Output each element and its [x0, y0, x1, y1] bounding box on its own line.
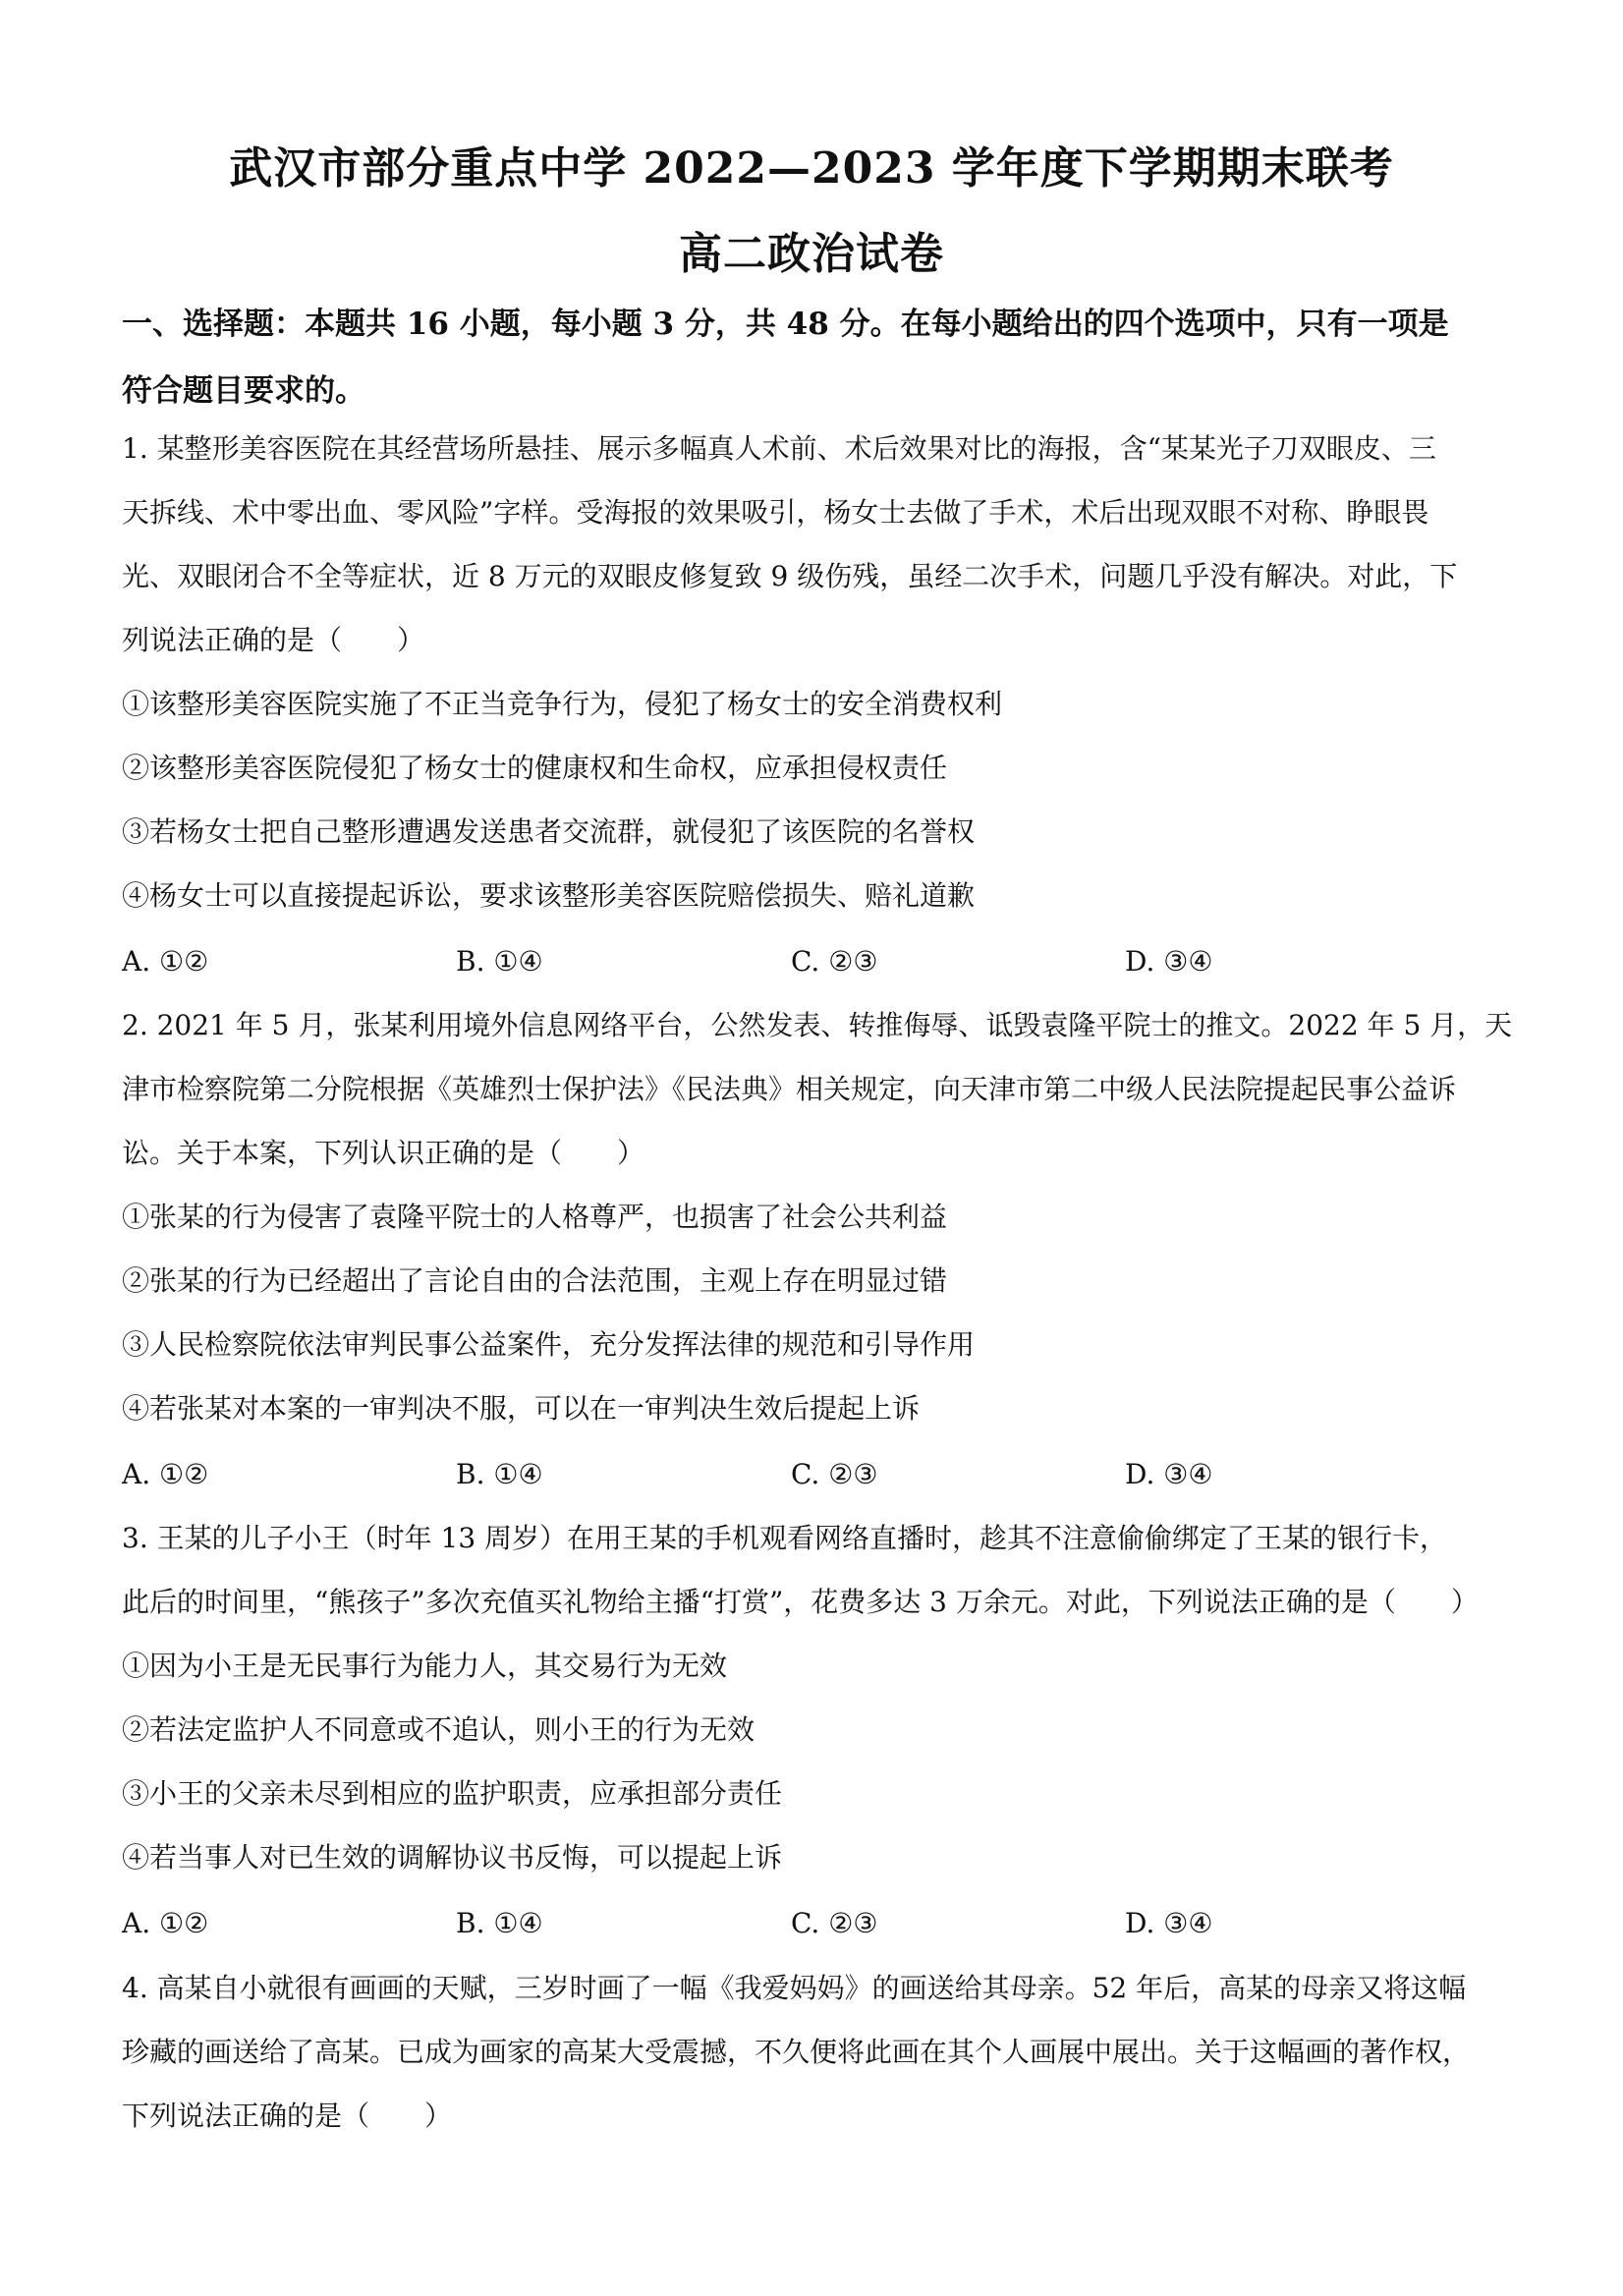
q3-statement-4: ④若当事人对已生效的调解协议书反悔，可以提起上诉 — [122, 1841, 783, 1874]
q4-stem-line-1: 4. 高某自小就很有画画的天赋，三岁时画了一幅《我爱妈妈》的画送给其母亲。52 年后，高某的母亲又将这幅 — [122, 1972, 1467, 2004]
section-line-1: 一、选择题：本题共 16 小题，每小题 3 分，共 48 分。在每小题给出的四个选项中，只有一项是 — [122, 307, 1449, 342]
q3-option-a: A. ①② — [122, 1907, 209, 1939]
q2-option-a: A. ①② — [122, 1458, 209, 1490]
q2-option-c: C. ②③ — [791, 1458, 878, 1490]
section-line-2: 符合题目要求的。 — [122, 373, 365, 409]
q2-options — [122, 1455, 1517, 1494]
q3-stem-line-1: 3. 王某的儿子小王（时年 13 周岁）在用王某的手机观看网络直播时，趁其不注意偷偷绑定了王某的银行卡， — [122, 1522, 1448, 1554]
exam-title: 武汉市部分重点中学 2022—2023 学年度下学期期末联考 — [229, 143, 1394, 194]
q2-stem-line-2: 津市检察院第二分院根据《英雄烈士保护法》《民法典》相关规定，向天津市第二中级人民法院提起民事公益诉 — [122, 1073, 1457, 1105]
q1-statement-2: ②该整形美容医院侵犯了杨女士的健康权和生命权，应承担侵权责任 — [122, 752, 948, 784]
q2-statement-1: ①张某的行为侵害了袁隆平院士的人格尊严，也损害了社会公共利益 — [122, 1201, 948, 1233]
q2-stem-line-3: 讼。关于本案，下列认识正确的是（ ） — [122, 1137, 645, 1169]
q2-statement-3: ③人民检察院依法审判民事公益案件，充分发挥法律的规范和引导作用 — [122, 1328, 976, 1361]
q3-statement-3: ③小王的父亲未尽到相应的监护职责，应承担部分责任 — [122, 1777, 783, 1810]
q1-options — [122, 942, 1517, 981]
q2-statement-2: ②张某的行为已经超出了言论自由的合法范围，主观上存在明显过错 — [122, 1264, 948, 1297]
q2-option-b: B. ①④ — [456, 1458, 543, 1490]
q2-statement-4: ④若张某对本案的一审判决不服，可以在一审判决生效后提起上诉 — [122, 1392, 921, 1425]
q3-statement-2: ②若法定监护人不同意或不追认，则小王的行为无效 — [122, 1713, 756, 1746]
q1-stem-line-1: 1. 某整形美容医院在其经营场所悬挂、展示多幅真人术前、术后效果对比的海报，含“某某光子刀双眼皮、三 — [122, 432, 1436, 465]
q4-stem-line-3: 下列说法正确的是（ ） — [122, 2100, 453, 2132]
section-instructions — [122, 291, 1517, 424]
q1-statement-3: ③若杨女士把自己整形遭遇发送患者交流群，就侵犯了该医院的名誉权 — [122, 815, 976, 848]
exam-subtitle: 高二政治试卷 — [679, 229, 944, 279]
q1-option-b: B. ①④ — [456, 945, 543, 978]
q4-stem-line-2: 珍藏的画送给了高某。已成为画家的高某大受震撼，不久便将此画在其个人画展中展出。关于这幅画的著作权， — [122, 2036, 1471, 2068]
q1-stem-line-4: 列说法正确的是（ ） — [122, 624, 425, 656]
q1-stem-line-2: 天拆线、术中零出血、零风险”字样。受海报的效果吸引，杨女士去做了手术，术后出现双眼不对称、睁眼畏 — [122, 496, 1429, 529]
q2-option-d: D. ③④ — [1125, 1458, 1213, 1490]
q3-option-b: B. ①④ — [456, 1907, 543, 1939]
q3-statement-1: ①因为小王是无民事行为能力人，其交易行为无效 — [122, 1650, 728, 1682]
q3-options — [122, 1904, 1517, 1943]
q3-stem-line-2: 此后的时间里，“熊孩子”多次充值买礼物给主播“打赏”，花费多达 3 万余元。对此，下列说法正确的是（ ） — [122, 1586, 1479, 1618]
q1-option-c: C. ②③ — [791, 945, 878, 978]
q1-option-a: A. ①② — [122, 945, 209, 978]
q2-stem-line-1: 2. 2021 年 5 月，张某利用境外信息网络平台，公然发表、转推侮辱、诋毁袁隆平院士的推文。2022 年 5 月，天 — [122, 1009, 1513, 1041]
q1-stem-line-3: 光、双眼闭合不全等症状，近 8 万元的双眼皮修复致 9 级伤残，虽经二次手术，问题几乎没有解决。对此，下 — [122, 560, 1458, 592]
q1-statement-4: ④杨女士可以直接提起诉讼，要求该整形美容医院赔偿损失、赔礼道歉 — [122, 879, 976, 912]
q1-statement-1: ①该整形美容医院实施了不正当竞争行为，侵犯了杨女士的安全消费权利 — [122, 688, 1003, 720]
q3-option-c: C. ②③ — [791, 1907, 878, 1939]
q3-option-d: D. ③④ — [1125, 1907, 1213, 1939]
q1-option-d: D. ③④ — [1125, 945, 1213, 978]
